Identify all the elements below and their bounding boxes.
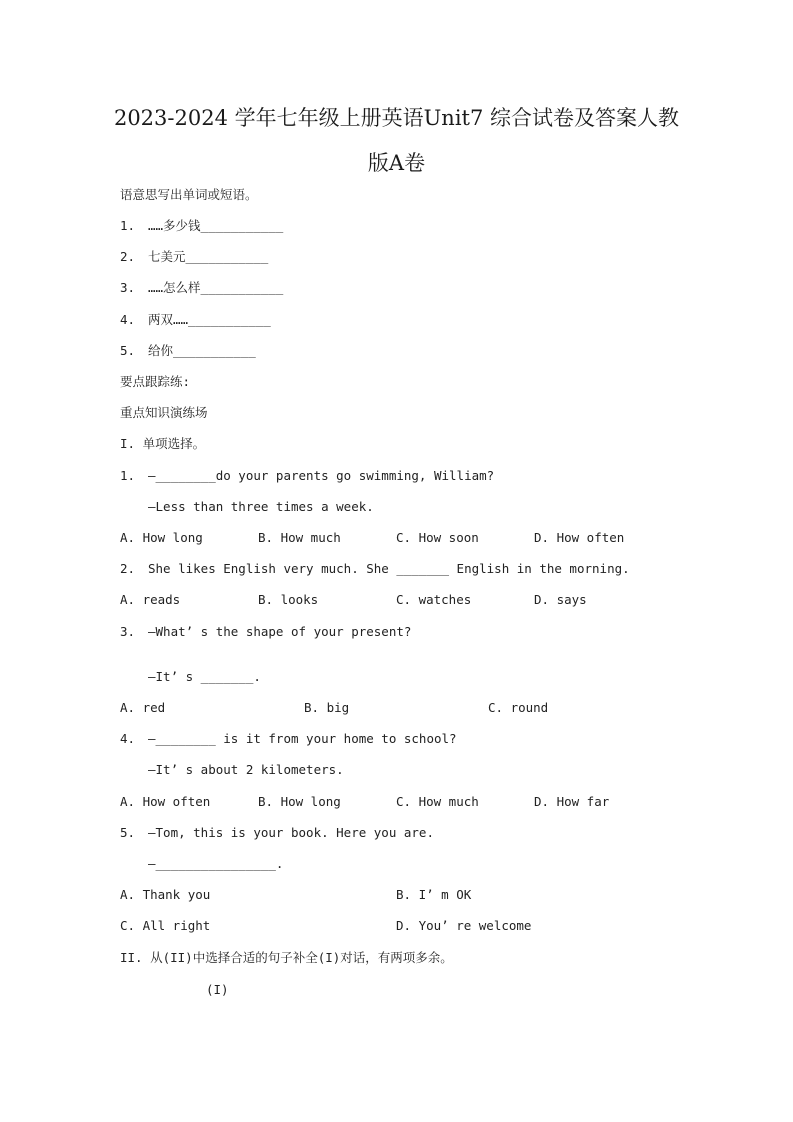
q3-option-b: B. big (304, 700, 350, 715)
question-number: 4. (120, 731, 136, 746)
q1-option-a: A. How long (120, 530, 203, 545)
q3-option-a: A. red (120, 700, 166, 715)
vocab-item (120, 249, 268, 265)
question-text: —What’ s the shape of your present? (148, 624, 412, 639)
question-text: —Tom, this is your book. Here you are. (148, 825, 434, 840)
item-text: ……怎么样___________ (148, 280, 284, 295)
q5-option-a: A. Thank you (120, 887, 211, 902)
item-number: 2. (120, 249, 136, 264)
q4-option-c: C. How much (396, 794, 479, 809)
question-3 (120, 624, 411, 640)
item-number: 5. (120, 343, 136, 358)
vocab-item (120, 343, 256, 359)
section-1-heading: I. 单项选择。 (120, 436, 206, 451)
item-text: 给你___________ (148, 343, 256, 358)
q1-option-b: B. How much (258, 530, 341, 545)
question-number: 3. (120, 624, 136, 639)
vocab-heading: 语意思写出单词或短语。 (120, 187, 258, 202)
question-number: 1. (120, 468, 136, 483)
vocab-item (120, 280, 283, 296)
q1-option-c: C. How soon (396, 530, 479, 545)
q5-option-b: B. I’ m OK (396, 887, 472, 902)
q3-option-c: C. round (488, 700, 549, 715)
item-number: 4. (120, 312, 136, 327)
question-number: 2. (120, 561, 136, 576)
q2-option-a: A. reads (120, 592, 181, 607)
document-title-line-2: 版A卷 (367, 151, 426, 175)
question-4 (120, 731, 457, 747)
item-number: 3. (120, 280, 136, 295)
points-heading: 要点跟踪练: (120, 374, 191, 389)
question-4-answer: —It’ s about 2 kilometers. (148, 762, 344, 777)
vocab-item (120, 218, 283, 234)
q5-option-d: D. You’ re welcome (396, 918, 532, 933)
q2-option-d: D. says (534, 592, 587, 607)
item-text: ……多少钱___________ (148, 218, 284, 233)
document-title-line-1: 2023-2024 学年七年级上册英语Unit7 综合试卷及答案人教 (113, 106, 680, 130)
question-3-answer: —It’ s _______. (148, 669, 261, 684)
question-number: 5. (120, 825, 136, 840)
question-text: She likes English very much. She _______ English in the morning. (148, 561, 630, 576)
q4-option-d: D. How far (534, 794, 610, 809)
question-1 (120, 468, 494, 484)
question-2 (120, 561, 630, 577)
section-2-sub-label: (I) (206, 982, 229, 997)
q4-option-a: A. How often (120, 794, 211, 809)
section-2-heading: II. 从(II)中选择合适的句子补全(I)对话，有两项多余。 (120, 950, 453, 965)
question-5-answer: —________________. (148, 856, 284, 871)
q5-option-c: C. All right (120, 918, 211, 933)
question-5 (120, 825, 434, 841)
q2-option-b: B. looks (258, 592, 319, 607)
vocab-item (120, 312, 271, 328)
practice-heading: 重点知识演练场 (120, 405, 208, 420)
question-1-answer: —Less than three times a week. (148, 499, 374, 514)
q4-option-b: B. How long (258, 794, 341, 809)
q1-option-d: D. How often (534, 530, 625, 545)
item-number: 1. (120, 218, 136, 233)
question-text: —________ is it from your home to school? (148, 731, 457, 746)
item-text: 两双……___________ (148, 312, 271, 327)
item-text: 七美元___________ (148, 249, 269, 264)
question-text: —________do your parents go swimming, William? (148, 468, 495, 483)
q2-option-c: C. watches (396, 592, 472, 607)
